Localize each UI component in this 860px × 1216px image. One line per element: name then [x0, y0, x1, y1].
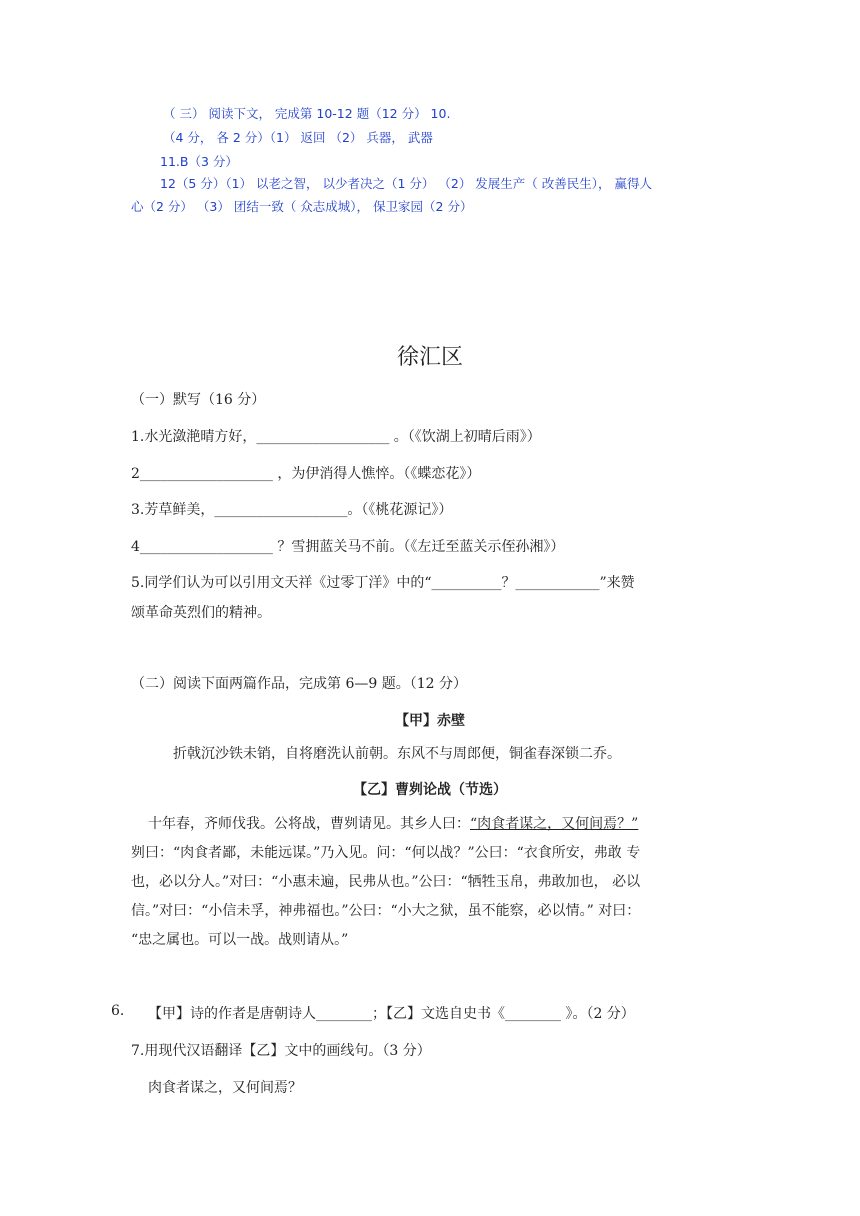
- question-7-sentence: 肉食者谋之，又何间焉？: [148, 1080, 302, 1096]
- part2-heading: （二）阅读下面两篇作品，完成第 6—9 题。（12 分）: [131, 676, 467, 692]
- jia-poem: 折戟沉沙铁未销，自将磨洗认前朝。东风不与周郎便，铜雀春深锁二乔。: [173, 746, 621, 762]
- answer-line: 心（2 分） （3） 团结一致（ 众志成城）， 保卫家园（2 分）: [131, 199, 473, 214]
- yi-title: 【乙】曹刿论战（节选）: [353, 782, 507, 798]
- jia-title: 【甲】赤壁: [395, 713, 465, 729]
- answer-line: 11.B（3 分）: [160, 154, 238, 169]
- underlined-sentence: “肉食者谋之，又何间焉？”: [470, 816, 639, 832]
- answer-line: 12（5 分）（1） 以老之智， 以少者决之（1 分） （2） 发展生产（ 改善民生）， 赢得人: [160, 176, 653, 191]
- question-3: 3.芳草鲜美，___________________。（《桃花源记》）: [131, 502, 453, 518]
- yi-paragraph-line4: 信。”对曰：“小信未孚，神弗福也。”公曰：“小大之狱，虽不能察，必以情。” 对曰：: [131, 903, 641, 919]
- answer-line: （ 三） 阅读下文， 完成第 10-12 题（12 分） 10.: [163, 106, 451, 121]
- yi-line1-text: 十年春，齐师伐我。公将战，曹刿请见。其乡人曰：: [148, 816, 470, 832]
- question-4: 4___________________ ？雪拥蓝关马不前。（《左迁至蓝关示侄孙湘》）: [131, 539, 565, 555]
- section-title: 徐汇区: [396, 345, 463, 370]
- yi-paragraph-line1: [148, 813, 638, 833]
- yi-paragraph-line5: “忠之属也。可以一战。战则请从。”: [131, 932, 349, 948]
- yi-paragraph-line3: 也，必以分人。”对曰：“小惠未遍，民弗从也。”公曰：“牺牲玉帛，弗敢加也， 必以: [131, 874, 641, 890]
- question-2: 2___________________ ，为伊消得人憔悴。（《蝶恋花》）: [131, 466, 481, 482]
- yi-paragraph-line2: 刿曰：“肉食者鄙，未能远谋。”乃入见。问：“何以战？”公曰：“衣食所安，弗敢 专: [131, 845, 641, 861]
- question-5-line2: 颂革命英烈们的精神。: [131, 605, 271, 621]
- question-7: 7.用现代汉语翻译【乙】文中的画线句。（3 分）: [131, 1043, 431, 1059]
- part1-heading: （一）默写（16 分）: [131, 392, 266, 408]
- question-6: 【甲】诗的作者是唐朝诗人________；【乙】文选自史书《________ 》。（2 分）: [148, 1006, 635, 1022]
- question-6-number: 6.: [111, 1003, 125, 1019]
- question-5-line1: 5.同学们认为可以引用文天祥《过零丁洋》中的“__________？____________”来赞: [131, 575, 635, 591]
- question-1: 1.水光潋滟晴方好，___________________ 。（《饮湖上初晴后雨》）: [131, 429, 541, 445]
- answer-line: （4 分， 各 2 分）（1） 返回 （2） 兵器， 武器: [163, 130, 433, 145]
